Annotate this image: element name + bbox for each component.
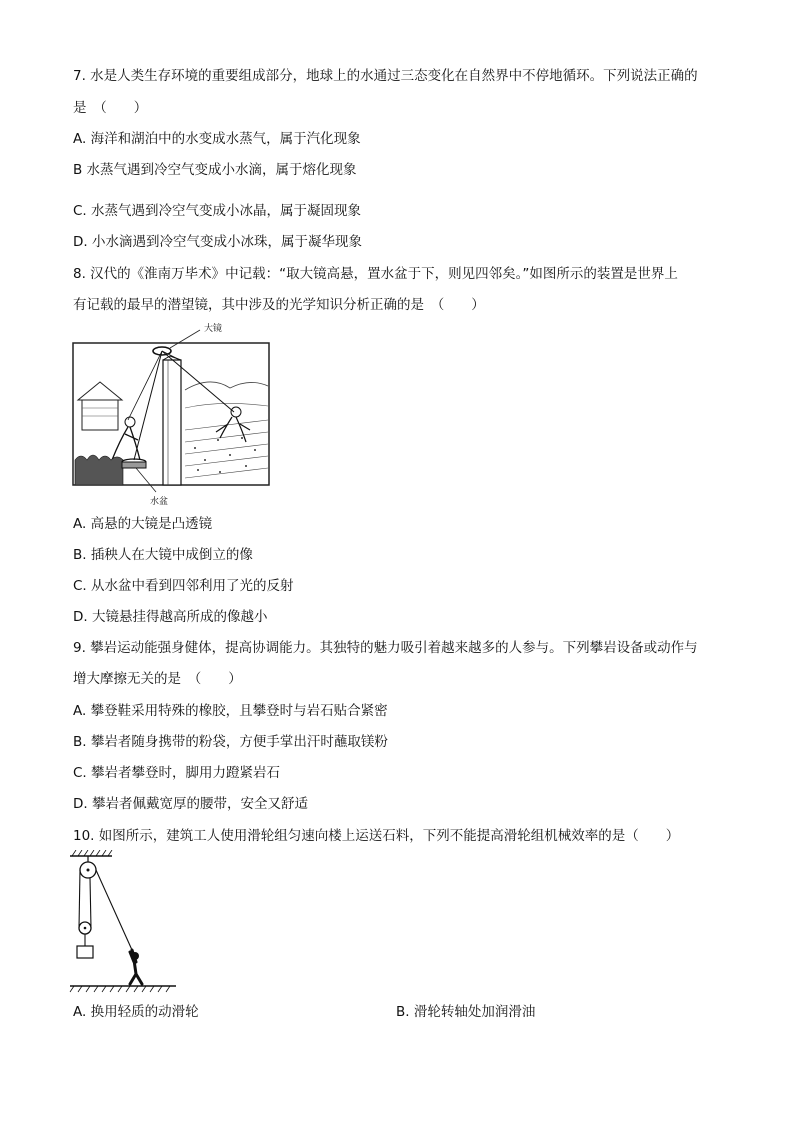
q10-option-b: B. 滑轮转轴处加润滑油 [396,1004,536,1020]
q8-option-b: B. 插秧人在大镜中成倒立的像 [73,547,253,563]
q8-option-d: D. 大镜悬挂得越高所成的像越小 [73,609,268,625]
q9-option-b: B. 攀岩者随身携带的粉袋，方便手掌出汗时蘸取镁粉 [73,734,388,750]
q8-option-a: A. 高悬的大镜是凸透镜 [73,516,213,532]
basin-label: 水盆 [150,497,169,507]
q9-stem-line1: 9. 攀岩运动能强身健体，提高协调能力。其独特的魅力吸引着越来越多的人参与。下列攀岩设备或动作与 [73,640,698,656]
q9-option-c: C. 攀岩者攀登时，脚用力蹬紧岩石 [73,765,281,781]
q7-stem-line2: 是 （ ） [73,100,148,116]
q7-option-d: D. 小水滴遇到冷空气变成小冰珠，属于凝华现象 [73,234,362,250]
q8-stem-line2: 有记载的最早的潜望镜，其中涉及的光学知识分析正确的是 （ ） [73,297,485,313]
q7-option-b: B 水蒸气遇到冷空气变成小水滴，属于熔化现象 [73,162,357,178]
q10-option-a: A. 换用轻质的动滑轮 [73,1004,199,1020]
q9-option-a: A. 攀登鞋采用特殊的橡胶，且攀登时与岩石贴合紧密 [73,703,388,719]
q8-stem-line1: 8. 汉代的《淮南万毕术》中记载：“取大镜高悬，置水盆于下，则见四邻矣。”如图所示的装置是世界上 [73,266,678,282]
q9-option-d: D. 攀岩者佩戴宽厚的腰带，安全又舒适 [73,796,308,812]
q7-option-c: C. 水蒸气遇到冷空气变成小冰晶，属于凝固现象 [73,203,362,219]
periscope-illustration [70,320,272,510]
q9-stem-line2: 增大摩擦无关的是 （ ） [73,671,242,687]
q7-option-a: A. 海洋和湖泊中的水变成水蒸气，属于汽化现象 [73,131,361,147]
q10-stem-line1: 10. 如图所示，建筑工人使用滑轮组匀速向楼上运送石料，下列不能提高滑轮组机械效率的是（ ） [73,828,680,844]
mirror-label: 大镜 [204,324,223,334]
q8-option-c: C. 从水盆中看到四邻利用了光的反射 [73,578,294,594]
pulley-figure [68,850,178,1000]
q7-stem-line1: 7. 水是人类生存环境的重要组成部分，地球上的水通过三态变化在自然界中不停地循环。下列说法正确的 [73,68,698,84]
periscope-figure [70,320,272,510]
pulley-system-illustration [68,850,178,1000]
